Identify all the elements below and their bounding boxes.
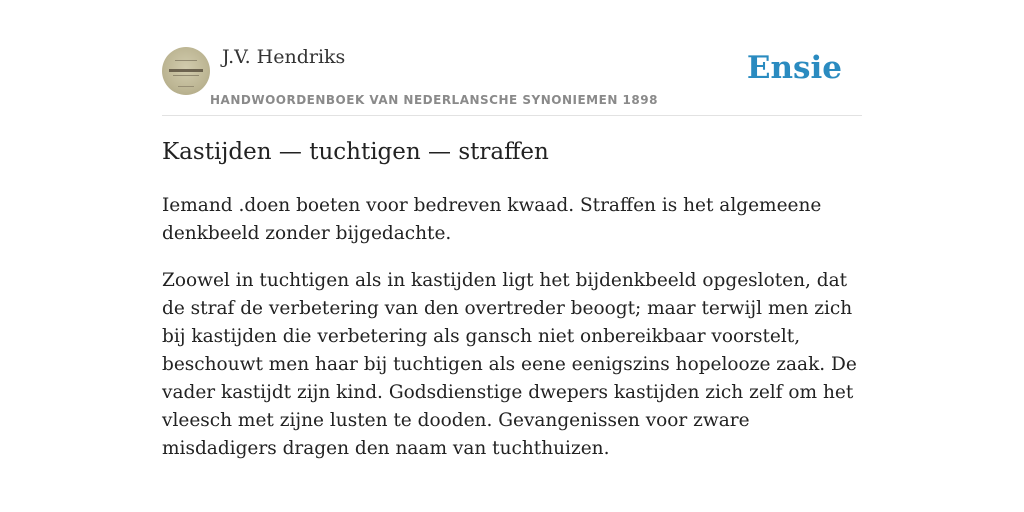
brand-logo[interactable]: Ensie	[746, 50, 842, 86]
entry-header	[162, 0, 862, 116]
cover-line	[175, 60, 197, 61]
cover-line	[173, 75, 199, 76]
entry-paragraph: Zoowel in tuchtigen als in kastijden ligt het bijdenkbeeld opgesloten, dat de straf de verbetering van den overtreder beoogt; maar terwijl men zich bij kastijden die verbetering als gansch niet onbereikbaar voorstelt, beschouwt men haar bij tuchtigen als eene eenigszins hopelooze zaak. De vader kastijdt zijn kind. Godsdienstige dwepers kastijden zich zelf om het vleesch met zijne lusten te dooden. Gevangenissen voor zware misdadigers dragen den naam van tuchthuizen.	[162, 270, 857, 459]
entry-title: Kastijden — tuchtigen — straffen	[162, 139, 549, 165]
entry-body	[162, 192, 862, 482]
author-name[interactable]: J.V. Hendriks	[222, 46, 346, 68]
entry-card	[162, 0, 862, 512]
cover-line	[178, 86, 194, 87]
source-title[interactable]: HANDWOORDENBOEK VAN NEDERLANSCHE SYNONIEMEN 1898	[210, 93, 658, 107]
entry-paragraph: Iemand .doen boeten voor bedreven kwaad. Straffen is het algemeene denkbeeld zonder bijgedachte.	[162, 195, 822, 244]
source-book-avatar[interactable]	[162, 47, 210, 95]
cover-line	[169, 69, 203, 72]
